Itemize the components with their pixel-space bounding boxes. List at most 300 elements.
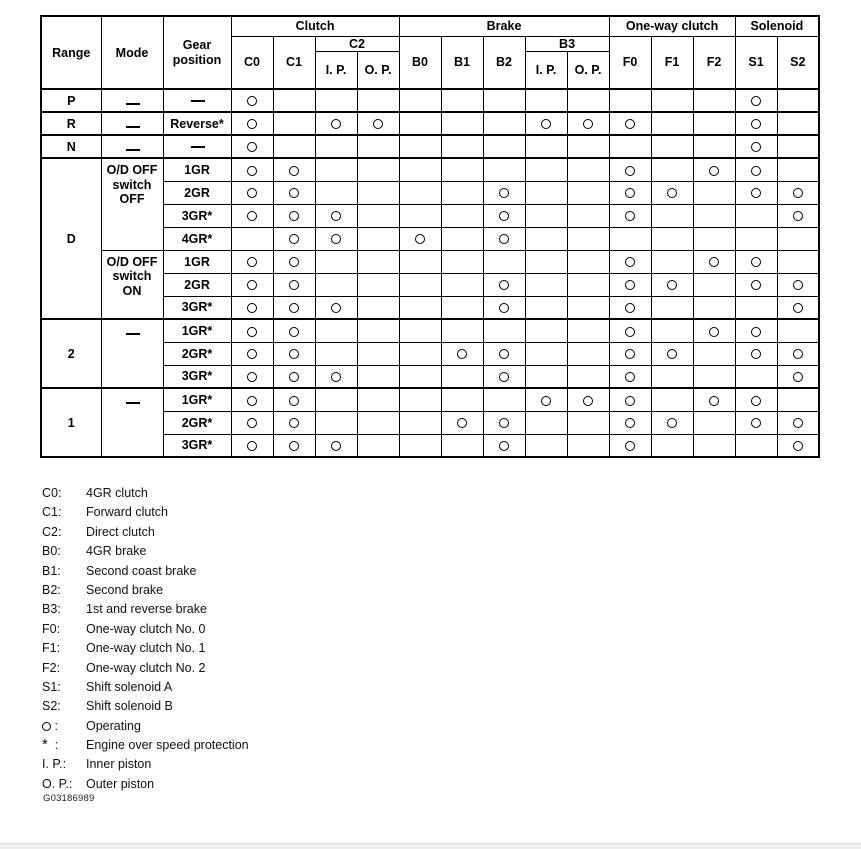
cell-c0 [231,89,273,112]
legend-item-value: One-way clutch No. 0 [86,621,206,636]
operating-circle-icon [667,188,677,198]
cell-f1 [651,204,693,227]
cell-s1 [735,388,777,411]
cell-f0 [609,250,651,273]
cell-b1 [441,227,483,250]
cell-f0 [609,342,651,365]
operating-circle-icon [331,303,341,313]
operating-circle-icon [289,349,299,359]
header-col-s1: S1 [735,36,777,89]
cell-s1 [735,181,777,204]
header-col-b3-inner-piston: I. P. [525,51,567,89]
cell-f0 [609,112,651,135]
cell-b3-ip [525,181,567,204]
header-range: Range [41,16,101,89]
operating-circle-icon [751,188,761,198]
cell-b3-op [567,296,609,319]
cell-c2-op [357,319,399,342]
legend-item-value: 4GR clutch [86,486,148,500]
legend-item-value: Shift solenoid A [86,679,173,694]
cell-c2-op [357,204,399,227]
operating-circle-icon [751,142,761,152]
legend-item [42,583,542,602]
cell-f1 [651,365,693,388]
cell-f2 [693,181,735,204]
cell-b0 [399,388,441,411]
operating-circle-icon [331,441,341,451]
cell-c0 [231,204,273,227]
cell-f2 [693,319,735,342]
operating-circle-icon [709,396,719,406]
dash-mark [191,146,205,148]
operating-circle-icon [709,166,719,176]
cell-mode [101,112,163,135]
cell-range: P [41,89,101,112]
legend-item-key: F0: [42,621,61,636]
cell-gear-position: 4GR* [163,227,231,250]
operating-circle-icon [793,303,803,313]
cell-b0 [399,296,441,319]
cell-c2-ip [315,112,357,135]
cell-f1 [651,227,693,250]
cell-b1 [441,89,483,112]
cell-s2 [777,273,819,296]
cell-f1 [651,296,693,319]
cell-f0 [609,296,651,319]
legend-item-value: Engine over speed protection [86,738,249,753]
cell-c2-ip [315,204,357,227]
cell-b0 [399,135,441,158]
cell-s2 [777,204,819,227]
operating-circle-icon [625,188,635,198]
cell-f2 [693,135,735,158]
operating-circle-icon [541,396,551,406]
dash-mark [126,149,140,151]
legend-item-key: I. P.: [42,757,67,772]
cell-b3-op [567,365,609,388]
cell-b1 [441,434,483,457]
cell-f2 [693,250,735,273]
cell-s1 [735,204,777,227]
header-col-c2-inner-piston: I. P. [315,51,357,89]
cell-b2 [483,296,525,319]
cell-b3-op [567,112,609,135]
cell-f1 [651,181,693,204]
operating-circle-icon [793,188,803,198]
cell-gear-position: 3GR* [163,434,231,457]
cell-f2 [693,273,735,296]
cell-c2-op [357,273,399,296]
cell-c0 [231,296,273,319]
cell-b3-ip [525,411,567,434]
cell-b2 [483,204,525,227]
table-row [41,250,819,273]
legend-item-key: : [42,719,86,733]
cell-b2 [483,411,525,434]
cell-b1 [441,388,483,411]
cell-b1 [441,365,483,388]
header-group-clutch: Clutch [231,16,399,36]
cell-f0 [609,204,651,227]
operating-circle-icon [415,234,425,244]
cell-b3-op [567,158,609,181]
cell-f1 [651,158,693,181]
table-row [41,135,819,158]
header-col-b1: B1 [441,36,483,89]
cell-c0 [231,227,273,250]
cell-c0 [231,342,273,365]
operating-circle-icon [247,257,257,267]
cell-f2 [693,89,735,112]
legend-item-value: Inner piston [86,757,152,772]
dash-mark [126,126,140,128]
legend-item-key: C0: [42,486,62,500]
cell-b3-op [567,250,609,273]
asterisk-icon: * [42,736,48,754]
operating-circle-icon [499,441,509,451]
cell-b3-ip [525,388,567,411]
cell-b0 [399,227,441,250]
legend-item-value: 1st and reverse brake [86,602,207,617]
legend-item-value: One-way clutch No. 1 [86,641,206,656]
cell-b1 [441,342,483,365]
operating-circle-icon [289,396,299,406]
operating-circle-icon [499,303,509,313]
cell-f2 [693,365,735,388]
operating-circle-icon [709,327,719,337]
operating-circle-icon [247,349,257,359]
legend-list [42,486,542,796]
operating-circle-icon [583,396,593,406]
cell-range: R [41,112,101,135]
cell-b1 [441,273,483,296]
operating-circle-icon [247,188,257,198]
cell-f2 [693,388,735,411]
cell-f0 [609,319,651,342]
cell-c1 [273,112,315,135]
operation-chart-table [40,15,820,458]
cell-b3-op [567,273,609,296]
operating-circle-icon [667,280,677,290]
operating-circle-icon [247,418,257,428]
cell-f1 [651,112,693,135]
legend-item [42,661,542,680]
cell-c0 [231,112,273,135]
header-col-f2: F2 [693,36,735,89]
header-col-f1: F1 [651,36,693,89]
cell-c2-ip [315,135,357,158]
cell-b3-op [567,388,609,411]
cell-f0 [609,89,651,112]
cell-gear-position: 2GR* [163,342,231,365]
cell-range: 2 [41,319,101,388]
legend-item-key: C2: [42,524,62,539]
cell-f0 [609,135,651,158]
cell-s1 [735,112,777,135]
cell-c2-ip [315,227,357,250]
legend-item-key: F2: [42,660,61,675]
cell-c2-op [357,158,399,181]
cell-c2-op [357,411,399,434]
cell-c2-ip [315,319,357,342]
operating-circle-icon [751,396,761,406]
header-mode: Mode [101,16,163,89]
header-col-c1: C1 [273,36,315,89]
legend-item-key: S1: [42,679,61,694]
legend-item [42,486,542,505]
operating-circle-icon [625,257,635,267]
operating-circle-icon [751,119,761,129]
operating-circle-icon [247,142,257,152]
cell-b3-ip [525,319,567,342]
operating-circle-icon [331,211,341,221]
cell-range: D [41,158,101,319]
cell-gear-position: 3GR* [163,296,231,319]
cell-gear-position [163,135,231,158]
cell-s2 [777,227,819,250]
cell-s1 [735,158,777,181]
operating-circle-icon [499,188,509,198]
cell-b2 [483,158,525,181]
cell-b1 [441,112,483,135]
operating-circle-icon [625,349,635,359]
operating-circle-icon [499,234,509,244]
header-col-b3-outer-piston: O. P. [567,51,609,89]
cell-c2-ip [315,273,357,296]
operating-circle-icon [751,280,761,290]
operating-circle-icon [247,280,257,290]
cell-f1 [651,388,693,411]
cell-s2 [777,158,819,181]
cell-c2-op [357,365,399,388]
operating-circle-icon [42,722,51,731]
cell-c1 [273,365,315,388]
operating-circle-icon [793,349,803,359]
cell-c2-ip [315,342,357,365]
cell-c2-op [357,89,399,112]
cell-c2-op [357,434,399,457]
cell-c2-op [357,227,399,250]
cell-f0 [609,388,651,411]
cell-b0 [399,434,441,457]
operating-circle-icon [625,396,635,406]
legend-item-key: B0: [42,544,61,559]
operating-circle-icon [541,119,551,129]
cell-b2 [483,250,525,273]
legend-item-key: B2: [42,582,61,597]
operating-circle-icon [751,349,761,359]
cell-f1 [651,434,693,457]
cell-range: N [41,135,101,158]
cell-b3-ip [525,204,567,227]
legend-item-key: B1: [42,563,61,578]
legend-item [42,641,542,660]
operating-circle-icon [667,418,677,428]
cell-s2 [777,135,819,158]
legend-item [42,525,542,544]
operating-circle-icon [331,119,341,129]
cell-range: 1 [41,388,101,457]
legend-item-key: * : [42,736,59,754]
page-bottom-band [0,843,861,849]
legend-item-key: B3: [42,602,61,617]
cell-b3-op [567,411,609,434]
legend-item [42,777,542,796]
cell-f0 [609,434,651,457]
operating-circle-icon [751,418,761,428]
cell-f2 [693,411,735,434]
figure-id-label: G03186989 [43,793,95,804]
table-row [41,319,819,342]
operating-circle-icon [499,280,509,290]
header-col-c0: C0 [231,36,273,89]
operating-circle-icon [793,441,803,451]
cell-b3-op [567,135,609,158]
cell-c2-ip [315,158,357,181]
operating-circle-icon [331,234,341,244]
table-row [41,388,819,411]
cell-b3-ip [525,365,567,388]
cell-c2-ip [315,250,357,273]
cell-c1 [273,434,315,457]
cell-c0 [231,388,273,411]
cell-c1 [273,296,315,319]
cell-b3-ip [525,112,567,135]
operating-circle-icon [331,372,341,382]
cell-c0 [231,434,273,457]
cell-gear-position: 3GR* [163,365,231,388]
cell-f0 [609,365,651,388]
cell-b2 [483,181,525,204]
cell-b2 [483,388,525,411]
cell-b1 [441,158,483,181]
cell-b0 [399,365,441,388]
cell-b0 [399,158,441,181]
legend-item-value: Second coast brake [86,563,197,578]
cell-c1 [273,342,315,365]
cell-s1 [735,227,777,250]
header-group-solenoid: Solenoid [735,16,819,36]
cell-b3-ip [525,158,567,181]
operating-circle-icon [793,372,803,382]
cell-c1 [273,158,315,181]
operating-circle-icon [247,372,257,382]
operating-circle-icon [583,119,593,129]
cell-gear-position: 1GR* [163,319,231,342]
operating-circle-icon [499,349,509,359]
legend-item-value: Outer piston [86,776,155,791]
cell-f1 [651,319,693,342]
cell-c1 [273,135,315,158]
cell-s1 [735,434,777,457]
cell-c1 [273,319,315,342]
header-col-b0: B0 [399,36,441,89]
cell-b1 [441,296,483,319]
cell-b3-ip [525,89,567,112]
cell-b2 [483,112,525,135]
cell-b3-ip [525,135,567,158]
cell-b0 [399,342,441,365]
cell-b0 [399,319,441,342]
operating-circle-icon [625,280,635,290]
legend-item [42,505,542,524]
operating-circle-icon [289,280,299,290]
legend-item [42,680,542,699]
header-row-groups [41,16,819,36]
cell-s2 [777,365,819,388]
cell-s1 [735,296,777,319]
cell-s1 [735,365,777,388]
cell-b2 [483,89,525,112]
cell-c2-op [357,388,399,411]
cell-s2 [777,411,819,434]
cell-f1 [651,89,693,112]
operating-circle-icon [709,257,719,267]
cell-gear-position: 3GR* [163,204,231,227]
cell-c2-ip [315,434,357,457]
cell-b1 [441,204,483,227]
operating-circle-icon [247,327,257,337]
legend-item-key: S2: [42,699,61,714]
cell-s2 [777,250,819,273]
legend-item-value: Shift solenoid B [86,699,173,714]
cell-s1 [735,319,777,342]
operating-circle-icon [289,441,299,451]
cell-c1 [273,89,315,112]
cell-f0 [609,158,651,181]
cell-b2 [483,273,525,296]
cell-b2 [483,319,525,342]
cell-b3-ip [525,273,567,296]
legend-item [42,757,542,776]
cell-f2 [693,342,735,365]
operating-circle-icon [289,303,299,313]
operating-circle-icon [625,303,635,313]
dash-mark [126,333,140,335]
cell-b3-op [567,227,609,250]
table-row [41,158,819,181]
header-col-b2: B2 [483,36,525,89]
cell-c1 [273,250,315,273]
operation-chart-table-wrapper [40,15,818,458]
cell-gear-position: 2GR [163,273,231,296]
cell-f2 [693,112,735,135]
cell-mode [101,319,163,388]
cell-b2 [483,135,525,158]
cell-gear-position: 1GR [163,250,231,273]
operating-circle-icon [457,418,467,428]
cell-b3-op [567,434,609,457]
operating-circle-icon [499,418,509,428]
operating-circle-icon [625,418,635,428]
operating-circle-icon [289,418,299,428]
cell-b3-ip [525,250,567,273]
cell-c0 [231,135,273,158]
cell-b1 [441,250,483,273]
cell-b2 [483,365,525,388]
operating-circle-icon [499,211,509,221]
cell-c1 [273,411,315,434]
operating-circle-icon [751,166,761,176]
cell-b2 [483,342,525,365]
cell-s2 [777,319,819,342]
operating-circle-icon [289,234,299,244]
dash-mark [126,103,140,105]
header-col-s2: S2 [777,36,819,89]
cell-b1 [441,135,483,158]
cell-f2 [693,227,735,250]
dash-mark [126,402,140,404]
